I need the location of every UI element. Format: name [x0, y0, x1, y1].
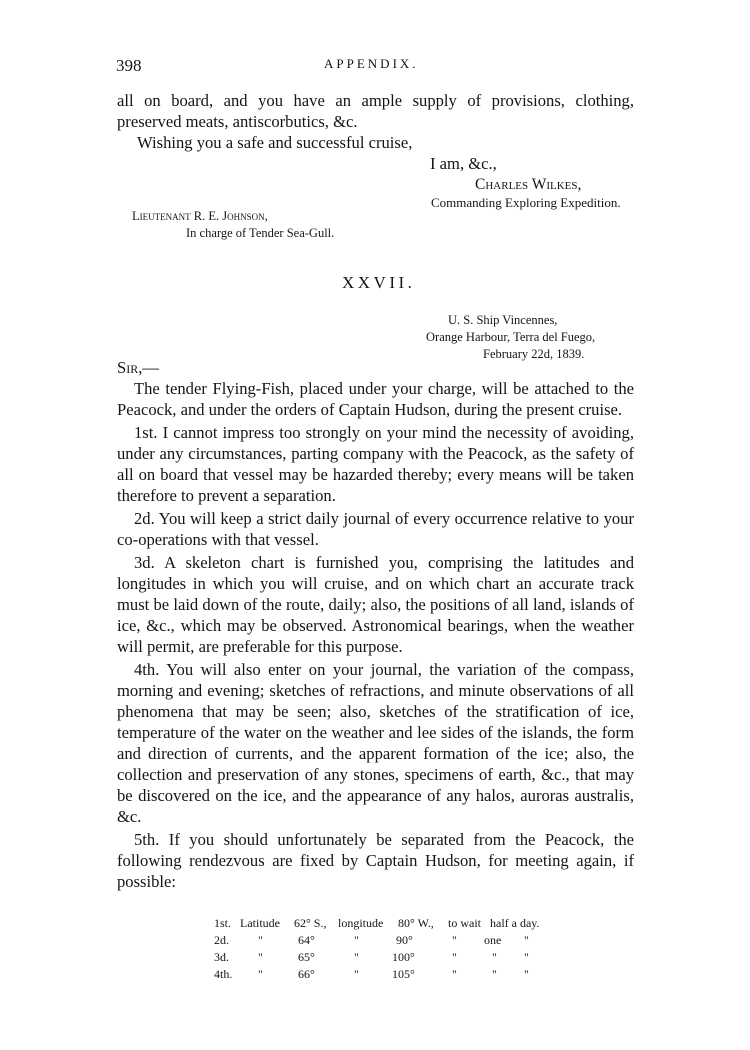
page-number: 398	[116, 56, 142, 75]
paragraph: 4th. You will also enter on your journal, the variation of the compass, morning and evening; sketches of refractions, and minute observations of all phenomena that may be seen; also, sketches of the stratification of ice, temperature of the water on the weather and lee sides of the islands, the form and direction of currents, and the apparent formation of the ice; also, the collection and preservation of any stones, specimens of earth, &c., that may be discovered on the ice, and the appearance of any halos, auroras australis, &c.	[117, 660, 634, 826]
letter-origin-ship: U. S. Ship Vincennes,	[448, 313, 558, 327]
paragraph: 3d. A skeleton chart is furnished you, comprising the latitudes and longitudes in which you will cruise, and on which chart an accurate track must be laid down of the route, daily; also, the positions of all land, islands of ice, &c., which may be observed. Astronomical bearings, when the weather will permit, are preferable for this purpose.	[117, 553, 634, 656]
letter-date: February 22d, 1839.	[483, 347, 585, 361]
longitude-label: "	[354, 950, 359, 964]
letter-origin-place: Orange Harbour, Terra del Fuego,	[426, 330, 596, 344]
row-ordinal: 1st.	[214, 916, 232, 930]
latitude-label: "	[258, 950, 263, 964]
paragraph: The tender Flying-Fish, placed under your charge, will be attached to the Peacock, and under the orders of Captain Hudson, during the present cruise.	[117, 379, 634, 419]
latitude-value: 66°	[298, 967, 315, 981]
wait-label: "	[452, 950, 457, 964]
wait-label: to wait	[448, 916, 481, 930]
row-ordinal: 3d.	[214, 950, 229, 964]
text-line: all on board, and you have an ample supply of provisions, clothing,	[117, 91, 634, 110]
paragraph: 2d. You will keep a strict daily journal of every occurrence relative to your co-operations with that vessel.	[117, 509, 634, 549]
ditto-mark: "	[524, 933, 529, 947]
addressee-name: Lieutenant R. E. Johnson,	[132, 209, 268, 223]
text-line: Wishing you a safe and successful cruise,	[137, 133, 413, 152]
longitude-value: 80° W.,	[398, 916, 434, 930]
latitude-value: 64°	[298, 933, 315, 947]
closing-line: I am, &c.,	[430, 154, 497, 173]
longitude-label: longitude	[338, 916, 384, 930]
paragraph: 1st. I cannot impress too strongly on your mind the necessity of avoiding, under any circumstances, parting company with the Peacock, as the safety of all on board that vessel may be hazarded thereby; every means will be taken therefore to prevent a separation.	[117, 423, 634, 505]
longitude-value: 100°	[392, 950, 415, 964]
addressee-charge: In charge of Tender Sea-Gull.	[186, 226, 335, 240]
wait-value: one	[484, 933, 502, 947]
salutation: Sir,—	[117, 358, 159, 377]
latitude-label: "	[258, 967, 263, 981]
longitude-label: "	[354, 967, 359, 981]
running-head: APPENDIX.	[324, 56, 419, 71]
wait-value: "	[492, 967, 497, 981]
row-ordinal: 4th.	[214, 967, 233, 981]
latitude-label: Latitude	[240, 916, 280, 930]
previous-letter-text	[117, 90, 634, 153]
row-ordinal: 2d.	[214, 933, 229, 947]
longitude-value: 90°	[396, 933, 413, 947]
wait-label: "	[452, 967, 457, 981]
letter-body	[117, 378, 634, 892]
latitude-value: 62° S.,	[294, 916, 327, 930]
section-numeral: XXVII.	[342, 273, 416, 292]
wait-value: "	[492, 950, 497, 964]
text-line: preserved meats, antiscorbutics, &c.	[117, 112, 358, 131]
latitude-label: "	[258, 933, 263, 947]
signature-name: Charles Wilkes,	[475, 176, 582, 193]
latitude-value: 65°	[298, 950, 315, 964]
longitude-value: 105°	[392, 967, 415, 981]
signature-title: Commanding Exploring Expedition.	[431, 195, 621, 210]
ditto-mark: "	[524, 950, 529, 964]
ditto-mark: "	[524, 967, 529, 981]
paragraph: 5th. If you should unfortunately be separated from the Peacock, the following rendezvous are fixed by Captain Hudson, for meeting again, if possible:	[117, 830, 634, 891]
wait-label: "	[452, 933, 457, 947]
wait-value: half a day.	[490, 916, 540, 930]
longitude-label: "	[354, 933, 359, 947]
